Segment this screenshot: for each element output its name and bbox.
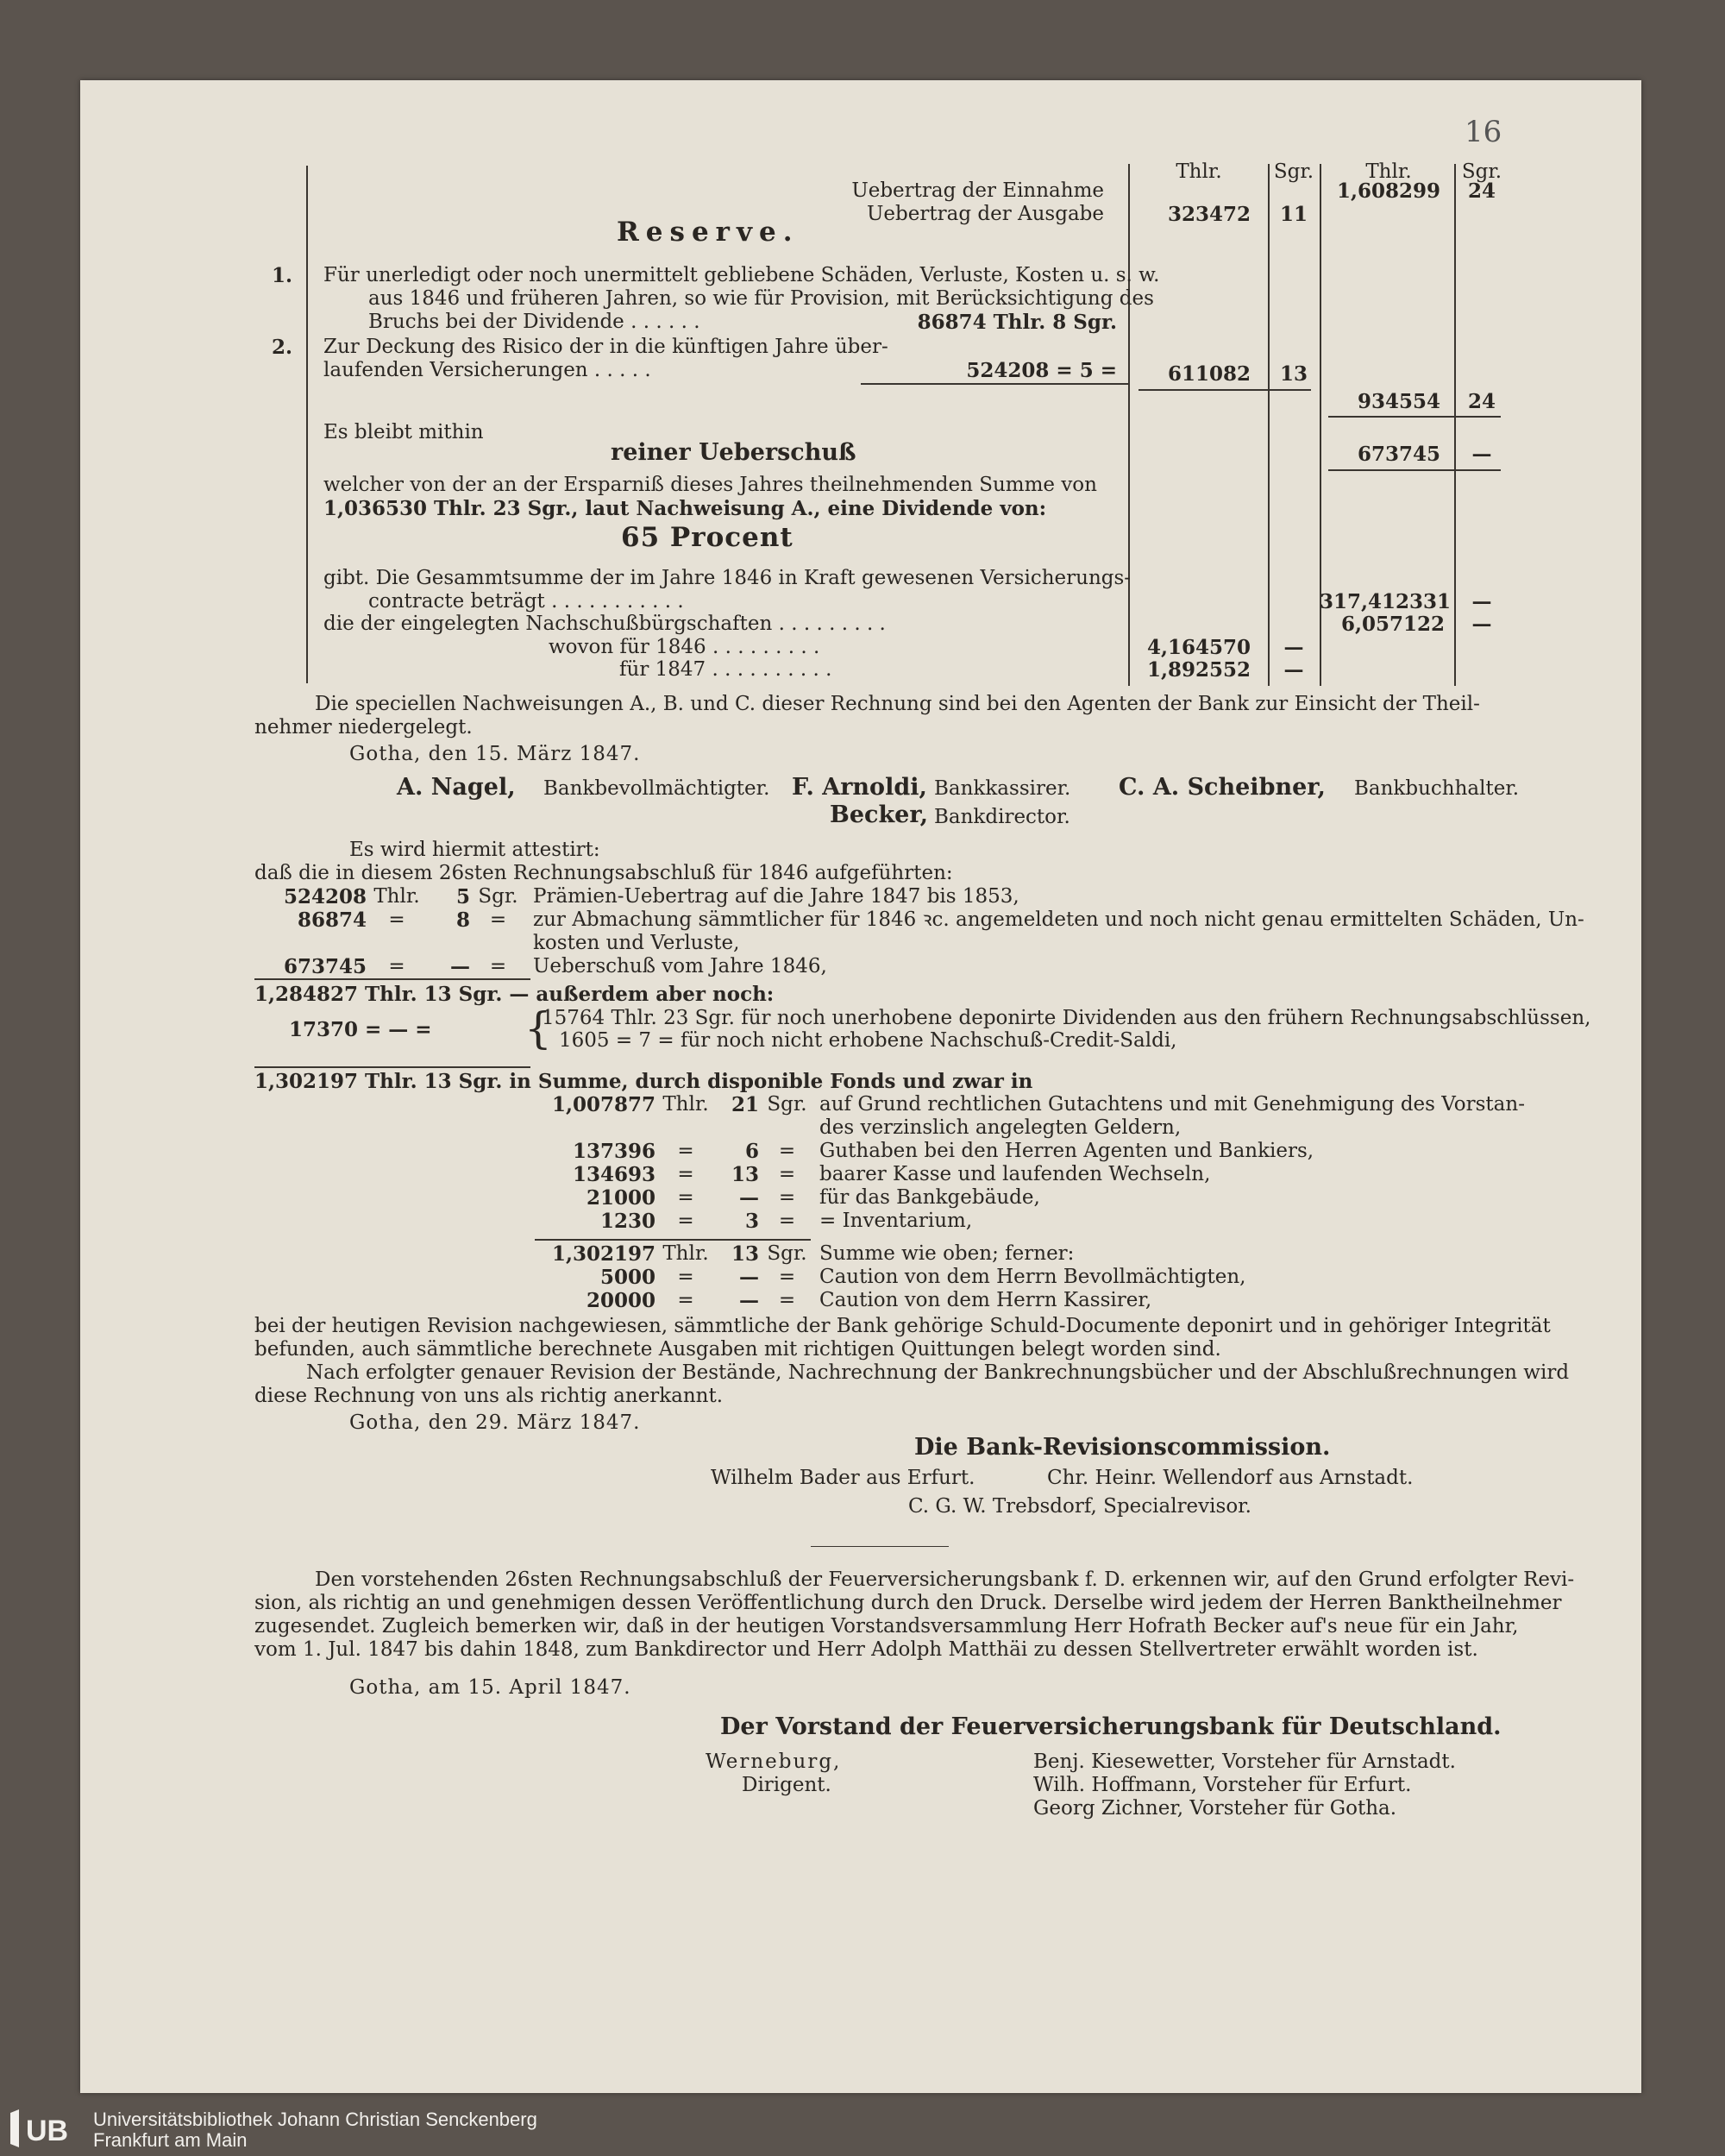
total3-rows-a: 20000 [586,1289,656,1312]
funds-rows-b: 21 [731,1093,759,1116]
funds-rows-u2: Sgr. [767,1093,807,1116]
separator [811,1546,949,1547]
funds-rows-b: 3 [744,1210,759,1233]
total3-rows-u1: = [677,1266,694,1288]
expense-carry-sgr: 11 [1279,203,1308,226]
attest-17370: 17370 = — = [289,1018,432,1041]
header-sgr: Sgr. [1273,160,1314,183]
final-line4: vom 1. Jul. 1847 bis dahin 1848, zum Bankdirector und Herr Adolph Matthäi zu dessen Stellvertreter erwählt worden ist. [254,1638,1478,1661]
library-logo-icon [7,2108,85,2149]
attest-para3: Nach erfolgter genauer Revision der Bestände, Nachrechnung der Bankrechnungsbücher und der Abschlußrechnungen wird [306,1361,1570,1384]
attest-rows-a: 524208 [283,885,367,908]
signer-1-name: A. Nagel, [397,774,516,801]
expense-carry-thlr: 323472 [1167,203,1251,226]
contracts-thlr: 317,412331 [1320,590,1452,613]
funds-rows-u1: = [677,1140,694,1162]
attest-total1: 1,284827 Thlr. 13 Sgr. — außerdem aber noch: [254,983,775,1006]
funds-rows-u2: = [778,1140,796,1162]
attest-rows-b: 5 [455,885,470,908]
funds-rows-b: — [739,1186,759,1210]
funds-rows-text: auf Grund rechtlichen Gutachtens und mit Genehmigung des Vorstan- [819,1093,1525,1116]
attest-rows-a: 86874 [297,908,367,932]
funds-rows-u2: = [778,1186,796,1209]
total3-rule [535,1239,811,1241]
total2-rule [254,1066,530,1068]
funds-rows-u1: = [677,1210,694,1232]
attest-total2: 1,302197 Thlr. 13 Sgr. in Summe, durch disponible Fonds und zwar in [254,1070,1033,1093]
surplus-line7: wovon für 1846 . . . . . . . . . [549,636,820,658]
notice-line2: nehmer niedergelegt. [254,716,473,739]
surplus-line3: 1,036530 Thlr. 23 Sgr., laut Nachweisung A., eine Dividende von: [323,497,1047,520]
reserve-item1-line3: Bruchs bei der Dividende . . . . . . [368,311,700,333]
commission-member-2: Chr. Heinr. Wellendorf aus Arnstadt. [1047,1467,1414,1489]
signer-2-name: F. Arnoldi, [792,774,927,801]
funds-rows-u1: = [677,1163,694,1185]
reserve-item2-number: 2. [272,336,293,359]
reserve-item1-number: 1. [272,264,293,287]
date-2: Gotha, den 29. März 1847. [349,1411,641,1434]
funds-rows-a: 21000 [586,1186,656,1210]
board-member-3: Wilh. Hoffmann, Vorsteher für Erfurt. [1033,1774,1412,1796]
surplus-title: reiner Ueberschuß [611,439,856,466]
page-number: 16 [1465,115,1502,149]
col-rule-2 [1268,164,1270,686]
final-line1: Den vorstehenden 26sten Rechnungsabschluß der Feuerversicherungsbank f. D. erkennen wir, auf den Grund erfolgter Revi- [315,1568,1575,1591]
total3-rows-text: Caution von dem Herrn Kassirer, [819,1289,1152,1311]
board-member-1: Werneburg, [706,1751,842,1773]
notice-line1: Die speciellen Nachweisungen A., B. und C. dieser Rechnung sind bei den Agenten der Bank zur Einsicht der Theil- [315,693,1480,715]
signer-1-role: Bankbevollmächtigter. [543,777,770,800]
surplus-line5: contracte beträgt . . . . . . . . . . . [368,590,684,613]
attest-rows-u2: = [489,908,507,931]
attest-para4: diese Rechnung von uns als richtig anerkannt. [254,1385,724,1407]
reserve-title: Reserve. [617,217,800,248]
total3-rows-u2: = [778,1266,796,1288]
dividend-percent: 65 Procent [621,522,794,553]
col-rule-1 [1128,164,1130,686]
funds-rows-u1: Thlr. [662,1093,709,1116]
attest-para1: bei der heutigen Revision nachgewiesen, sämmtliche der Bank gehörige Schuld-Documente deponirt und in gehöriger Integrität [254,1315,1551,1337]
attest-rows-text: zur Abmachung sämmtlicher für 1846 ꝛc. angemeldeten und noch nicht genau ermittelten Schäden, Un- [533,908,1584,931]
attest-15764: 15764 Thlr. 23 Sgr. für noch unerhobene deponirte Dividenden aus den frühern Rechnungsabschlüssen, [542,1007,1591,1029]
surplus-thlr: 673745 [1357,443,1440,466]
final-line3: zugesendet. Zugleich bemerken wir, daß in der heutigen Vorstandsversammlung Herr Hofrath Becker auf's neue für ein Jahr, [254,1615,1519,1637]
reserve-sum-thlr: 934554 [1357,390,1440,413]
attest-rows-text: Ueberschuß vom Jahre 1846, [533,955,827,977]
board-title: Der Vorstand der Feuerversicherungsbank für Deutschland. [720,1713,1502,1740]
brace: { [524,1003,552,1053]
funds-rows-text: = Inventarium, [819,1210,973,1232]
reserve-underline [861,383,1128,385]
attest-rows-u2: Sgr. [478,885,518,908]
reserve-item2-line1: Zur Deckung des Risico der in die künftigen Jahre über- [323,336,888,358]
attest-rows-u1: Thlr. [373,885,420,908]
total3-rows-u1: Thlr. [662,1242,709,1265]
reserve-item2-line2: laufenden Versicherungen . . . . . [323,359,651,381]
surplus-line8: für 1847 . . . . . . . . . . [619,658,832,681]
logo-letters: UB [26,2115,69,2147]
funds-rows-a: 137396 [572,1140,656,1163]
total3-rows-a: 5000 [599,1266,656,1289]
header-sgr-2: Sgr. [1461,160,1502,183]
reserve-sum-sgr: 24 [1467,390,1496,413]
funds-rows-text: Guthaben bei den Herren Agenten und Bankiers, [819,1140,1314,1162]
funds-rows-b: 6 [744,1140,759,1163]
funds-rows-a: 1230 [599,1210,656,1233]
col-rule-4 [1454,164,1456,686]
funds-rows-text: für das Bankgebäude, [819,1186,1040,1209]
reserve-item1-line1: Für unerledigt oder noch unermittelt gebliebene Schäden, Verluste, Kosten u. s. w. [323,264,1160,286]
funds-rows-a: 134693 [572,1163,656,1186]
signer-4-role: Bankdirector. [934,806,1070,828]
attest-rows-a: 673745 [283,955,367,978]
signer-4-name: Becker, [830,801,928,828]
attest-rows-text: Prämien-Uebertrag auf die Jahre 1847 bis 1853, [533,885,1019,908]
bonds-thlr: 6,057122 [1340,613,1445,636]
final-line2: sion, als richtig an und genehmigen dessen Veröffentlichung durch den Druck. Derselbe wird jedem der Herren Banktheilnehmer [254,1592,1562,1614]
attest-line1: Es wird hiermit attestirt: [349,839,600,861]
attest-rows-b: — [450,955,470,978]
attest-rows-u2: = [489,955,507,977]
total3-rows-b: 13 [731,1242,759,1266]
bonds-sgr: — [1471,613,1492,636]
total3-rows-u2: = [778,1289,796,1311]
library-name-line2: Frankfurt am Main [93,2129,248,2151]
funds-rows-u1: = [677,1186,694,1209]
attest-1605: 1605 = 7 = für noch nicht erhobene Nachschuß-Credit-Saldi, [559,1029,1177,1052]
attest-rows-b: 8 [455,908,470,932]
reserve-item1-line2: aus 1846 und früheren Jahren, so wie für Provision, mit Berücksichtigung des [368,287,1154,310]
attest-rows-u1: = [388,955,405,977]
attest-line2: daß die in diesem 26sten Rechnungsabschluß für 1846 aufgeführten: [254,862,953,884]
income-carry-thlr: 1,608299 [1336,179,1440,203]
library-name [93,2109,537,2151]
surplus-sgr: — [1471,443,1492,466]
reserve-subtotal-thlr: 611082 [1167,362,1251,386]
funds-rows-u2: = [778,1163,796,1185]
total3-rows-a: 1,302197 [551,1242,656,1266]
library-name-line1: Universitätsbibliothek Johann Christian Senckenberg [93,2109,537,2130]
funds-rows-text: baarer Kasse und laufenden Wechseln, [819,1163,1211,1185]
board-member-1-role: Dirigent. [742,1774,831,1796]
total3-rows-b: — [739,1266,759,1289]
contracts-sgr: — [1471,590,1492,613]
board-member-4: Georg Zichner, Vorsteher für Gotha. [1033,1797,1397,1820]
reserve-item1-amount: 86874 Thlr. 8 Sgr. [917,311,1117,334]
total3-rows-u2: Sgr. [767,1242,807,1265]
y1846-thlr: 4,164570 [1146,636,1251,659]
total3-rows-b: — [739,1289,759,1312]
y1847-thlr: 1,892552 [1146,658,1251,682]
surplus-line1: Es bleibt mithin [323,421,484,443]
funds-rows-a: 1,007877 [551,1093,656,1116]
reserve-item2-amount: 524208 = 5 = [966,359,1117,382]
surplus-line6: die der eingelegten Nachschußbürgschaften . . . . . . . . . [323,613,886,635]
funds-rows-b: 13 [731,1163,759,1186]
funds-rows-text: des verzinslich angelegten Geldern, [819,1116,1182,1139]
commission-member-3: C. G. W. Trebsdorf, Specialrevisor. [908,1495,1251,1518]
total3-rows-text: Caution von dem Herrn Bevollmächtigten, [819,1266,1246,1288]
board-member-2: Benj. Kiesewetter, Vorsteher für Arnstadt. [1033,1751,1456,1773]
surplus-line4: gibt. Die Gesammtsumme der im Jahre 1846 in Kraft gewesenen Versicherungs- [323,567,1132,589]
surplus-line2: welcher von der an der Ersparniß dieses Jahres theilnehmenden Summe von [323,474,1097,496]
attest-rows-u1: = [388,908,405,931]
surplus-underline [1328,469,1501,471]
y1846-sgr: — [1283,636,1304,659]
signer-2-role: Bankkassirer. [934,777,1071,800]
attest-rows-text: kosten und Verluste, [533,932,740,954]
attest-para2: befunden, auch sämmtliche berechnete Ausgaben mit richtigen Quittungen belegt worden sind. [254,1338,1221,1361]
date-1: Gotha, den 15. März 1847. [349,743,641,765]
income-carry-sgr: 24 [1467,179,1496,203]
commission-title: Die Bank-Revisionscommission. [914,1434,1331,1461]
left-rule [306,166,308,683]
reserve-subtotal-sgr: 13 [1279,362,1308,386]
total1-rule [254,978,530,980]
funds-rows-u2: = [778,1210,796,1232]
y1847-sgr: — [1283,658,1304,682]
signer-3-name: C. A. Scheibner, [1119,774,1326,801]
signer-3-role: Bankbuchhalter. [1354,777,1520,800]
income-carry-label: Uebertrag der Einnahme [851,179,1104,202]
sum-underline [1328,416,1501,418]
header-thlr-2: Thlr. [1365,160,1412,183]
header-thlr: Thlr. [1176,160,1222,183]
expense-carry-label: Uebertrag der Ausgabe [867,203,1104,225]
subtotal-underline [1138,389,1311,391]
commission-member-1: Wilhelm Bader aus Erfurt. [711,1467,975,1489]
date-3: Gotha, am 15. April 1847. [349,1676,631,1699]
total3-rows-u1: = [677,1289,694,1311]
total3-rows-text: Summe wie oben; ferner: [819,1242,1075,1265]
